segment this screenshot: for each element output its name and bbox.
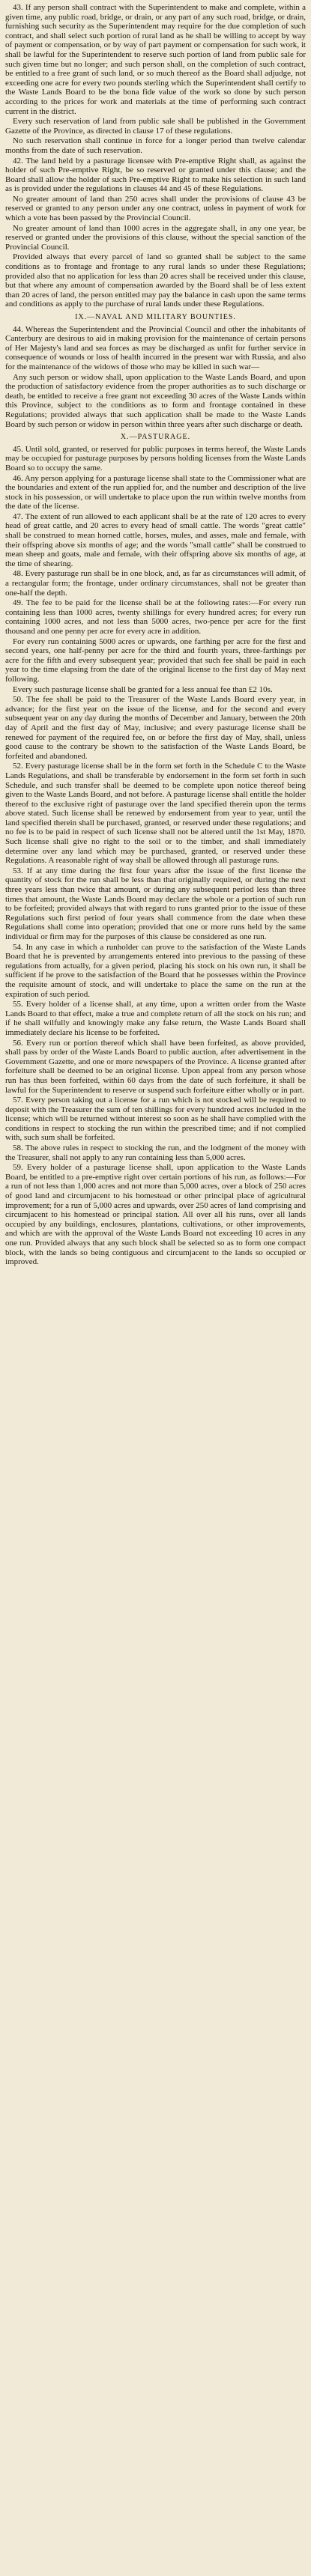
paragraph: 56. Every run or portion thereof which shall have been forfeited, as above provided, shall pass by order of the Waste Lands Board to public auction, after advertisement in the Government Gazette, and one or more newspapers of the Province. A license granted after forfeiture shall be deemed to be an original license. Upon appeal from any person whose run has thus been forfeited, within 60 days from the date of such forfeiture, it shall be lawful for the Superintendent to reserve or suspend such forfeiture either wholly or in part. bbox=[5, 1038, 306, 1095]
paragraph: Provided always that every parcel of land so granted shall be subject to the same conditions as to frontage and frontage to any rural lands so under these Regulations; provided also that no application for less than 20 acres shall be received under this clause, but that where any amount of compensation awarded by the Board shall be of less extent than 20 acres of land, the person entitled may pay the balance in cash upon the same terms and conditions as apply to the purchase of rural lands under these Regulations. bbox=[5, 252, 306, 309]
paragraph: 42. The land held by a pasturage licensee with Pre-emptive Right shall, as against the holder of such Pre-emptive Right, be so reserved or granted under this clause; and the Board shall allow the holder of such Pre-emptive Right to make his selection in such land as is provided under the regulations in clauses 44 and 45 of these Regulations. bbox=[5, 156, 306, 194]
paragraph: 46. Any person applying for a pasturage license shall state to the Commissioner what are the boundaries and extent of the run applied for, and the number and description of the live stock in his possession, or will undertake to place upon the run within twelve months from the date of the license. bbox=[5, 473, 306, 511]
paragraph: 59. Every holder of a pasturage license shall, upon application to the Waste Lands Board, be entitled to a pre-emptive right over certain portions of his run, as follows:—For a run of not less than 1,000 acres and not more than 5,000 acres, over a block of 250 acres of good land and circumjacent to his homestead or other principal place of agricultural improvement; for a run of 5,000 acres and upwards, over 250 acres of land comprising and circumjacent to his homestead or principal station. All over all his runs, over all lands occupied by any buildings, enclosures, plantations, cultivations, or other improvements, and which are with the approval of the Waste Lands Board not exceeding 10 acres in any one run. Provided always that any such block shall be selected so as to form one compact block, with the lands so being contiguous and circumjacent to the lands so occupied or improved. bbox=[5, 1163, 306, 1267]
paragraph: 48. Every pasturage run shall be in one block, and, as far as circumstances will admit, of a rectangular form; the frontage, under ordinary circumstances, shall not be greater than one-half the depth. bbox=[5, 569, 306, 598]
paragraph: For every run containing 5000 acres or upwards, one farthing per acre for the first and second years, one half-penny per acre for the third and fourth years, three-farthings per acre for the fifth and every subsequent year; provided that such fee shall be paid in each year to the time elapsing from the date of the original license to the first day of May next following. bbox=[5, 637, 306, 684]
paragraph: 45. Until sold, granted, or reserved for public purposes in terms hereof, the Waste Lands may be occupied for pasturage purposes by persons holding licenses from the Waste Lands Board so to occupy the same. bbox=[5, 444, 306, 473]
paragraph: 50. The fee shall be paid to the Treasurer of the Waste Lands Board every year, in advance; for the first year on the issue of the license, and for the second and every subsequent year on any day during the months of December and January, between the 20th day of April and the first day of May, inclusive; and every pasturage license shall be renewed for payment of the required fee, on or before the first day of May, shall, unless good cause to the contrary be shown to the satisfaction of the Waste Lands Board, be forfeited and abandoned. bbox=[5, 695, 306, 761]
paragraph: 47. The extent of run allowed to each applicant shall be at the rate of 120 acres to every head of great cattle, and 20 acres to every head of small cattle. The words "great cattle" shall be construed to mean horned cattle, horses, mules, and asses, male and female, with their offspring above six months of age; and the words "small cattle" shall be construed to mean sheep and goats, male and female, with their offspring above six months of age, at the time of shearing. bbox=[5, 511, 306, 568]
paragraph: 43. If any person shall contract with the Superintendent to make and complete, within a given time, any public road, bridge, or drain, or any part of any such road, bridge, or drain, furnishing such security as the Superintendent may require for the due completion of such contract, and shall select such portion of rural land as he shall be willing to accept by way of payment or compensation, or by way of part payment or compensation for such work, it shall be lawful for the Superintendent to reserve such portion of land from public sale for such given time but no longer; and such person shall, on the completion of such contract, be entitled to a free grant of such land, or so much thereof as the Board shall adjudge, not exceeding one acre for every two pounds sterling which the Superintendent shall certify to the Waste Lands Board to be the bona fide value of the work so done by such person according to the prices for work and materials at the time of performing such contract current in the district. bbox=[5, 3, 306, 116]
paragraph: No greater amount of land than 1000 acres in the aggregate shall, in any one year, be reserved or granted under the provisions of this clause, without the special sanction of the Provincial Council. bbox=[5, 223, 306, 252]
paragraph: 52. Every pasturage license shall be in the form set forth in the Schedule C to the Waste Lands Regulations, and shall be transferable by endorsement in the form set forth in such Schedule, and such transfer shall be deemed to be complete upon notice thereof being given to the Waste Lands Board, and not before. A pasturage license shall entitle the holder thereof to the exclusive right of pasturage over the land specified therein upon the terms above stated. Such license shall be renewed by endorsement from year to year, until the land specified therein shall be purchased, granted, or reserved under these regulations; and no fee is to be paid in respect of such license shall not be altered until the 1st May, 1870. Such license shall give no right to the soil or to the timber, and shall immediately determine over any land which may be purchased, granted, or reserved under these Regulations. A reasonable right of way shall be allowed through all pasturage runs. bbox=[5, 762, 306, 866]
paragraph: 55. Every holder of a license shall, at any time, upon a written order from the Waste Lands Board to that effect, make a true and complete return of all the stock on his run; and if he shall wilfully and knowingly make any false return, the Waste Lands Board shall immediately declare his license to be forfeited. bbox=[5, 1000, 306, 1037]
paragraph: No greater amount of land than 250 acres shall under the provisions of clause 43 be reserved or granted to any person under any one contract, unless in payment of work for which a vote has been passed by the Provincial Council. bbox=[5, 194, 306, 223]
paragraph: 58. The above rules in respect to stocking the run, and the lodgment of the money with the Treasurer, shall not apply to any run containing less than 5,000 acres. bbox=[5, 1143, 306, 1162]
paragraph: Any such person or widow shall, upon application to the Waste Lands Board, and upon the production of satisfactory evidence from the proper authorities as to such discharge or death, be entitled to receive a free grant not exceeding 30 acres of the Waste Lands within this Province, subject to the conditions as to form and frontage contained in these Regulations; provided always that such application shall be made to the Waste Lands Board by such person or widow in person within three years after such discharge or death. bbox=[5, 372, 306, 429]
paragraph: 54. In any case in which a runholder can prove to the satisfaction of the Waste Lands Board that he is prevented by arrangements entered into previous to the passing of these regulations from actually, for a given period, placing his stock on his own run, it shall be sufficient if he prove to the satisfaction of the Board that he possesses within the Province the requisite amount of stock, and will undertake to place the same on the run at the expiration of such period. bbox=[5, 942, 306, 999]
paragraph: 49. The fee to be paid for the license shall be at the following rates:—For every run containing less than 1000 acres, twenty shillings for every hundred acres; for every run containing 1000 acres, and not less than 5000 acres, two-pence per acre for the first thousand and one penny per acre for every acre in addition. bbox=[5, 598, 306, 636]
paragraph: No such reservation shall continue in force for a longer period than twelve calendar months from the date of such reservation. bbox=[5, 136, 306, 155]
section-heading: X.—PASTURAGE. bbox=[120, 433, 191, 442]
paragraph: 57. Every person taking out a license for a run which is not stocked will be required to deposit with the Treasurer the sum of ten shillings for every hundred acres included in the license; which will be returned without interest so soon as he shall have complied with the conditions in respect to stocking the run within the prescribed time; and if not complied with, such sum shall be forfeited. bbox=[5, 1096, 306, 1143]
paragraph: Every such reservation of land from public sale shall be published in the Government Gazette of the Province, as directed in clause 17 of these regulations. bbox=[5, 117, 306, 136]
paragraph: 44. Whereas the Superintendent and the Provincial Council and other the inhabitants of Canterbury are desirous to aid in making provision for the maintenance of certain persons of Her Majesty's land and sea forces as may be discharged as unfit for further service in consequence of wounds or loss of health incurred in the present war with Russia, and also for the maintenance of the widows of those who may be killed in such war— bbox=[5, 324, 306, 371]
paragraph: Every such pasturage license shall be granted for a less annual fee than £2 10s. bbox=[13, 684, 273, 694]
section-heading: IX.—NAVAL AND MILITARY BOUNTIES. bbox=[75, 313, 236, 321]
paragraph: 53. If at any time during the first four years after the issue of the first license the quantity of stock for the run shall be less than that originally required, or during the next three years less than twice that amount, or during any subsequent period less than three times that amount, the Waste Lands Board may declare the whole or a portion of such run to be forfeited; provided always that with regard to runs granted prior to the issue of these Regulations such first period of four years shall commence from the date when these Regulations shall come into operation; provided that one or more runs held by the same individual or firm may for the purposes of this clause be considered as one run. bbox=[5, 866, 306, 941]
